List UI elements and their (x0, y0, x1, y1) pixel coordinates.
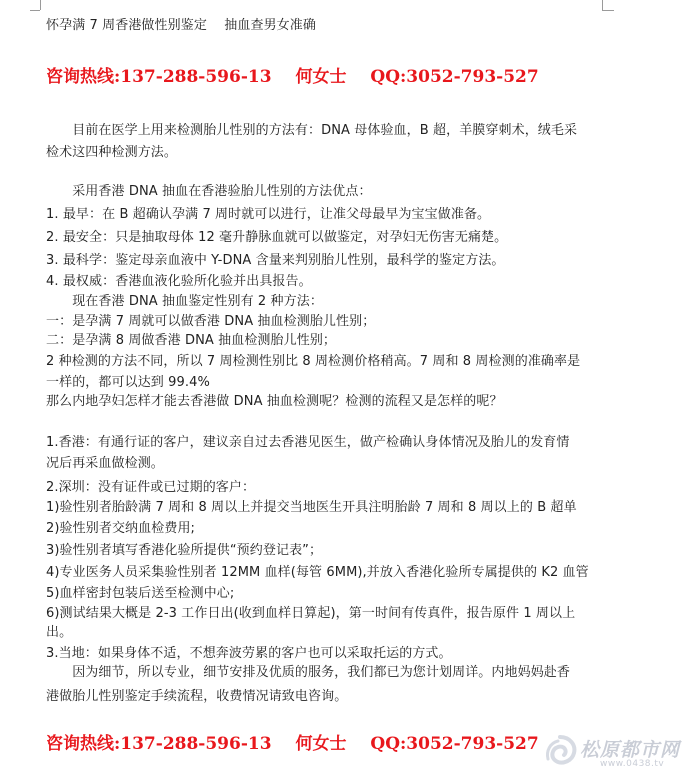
body-line: 一：是孕满 7 周就可以做香港 DNA 抽血检测胎儿性别； (46, 314, 376, 329)
crop-mark-left (40, 0, 41, 10)
document-title: 怀孕满 7 周香港做性别鉴定 抽血查男女准确 (46, 18, 316, 33)
body-line: 因为细节，所以专业，细节安排及优质的服务，我们都已为您计划周详。内地妈妈赴香 (46, 665, 571, 680)
crop-mark-right (602, 0, 603, 10)
body-line: 2 种检测的方法不同，所以 7 周检测性别比 8 周检测价格稍高。7 周和 8 周检测的准确率是 (46, 354, 581, 369)
crop-mark-right-h (602, 10, 614, 11)
body-line: 出。 (46, 625, 73, 640)
hotline-bottom (46, 733, 539, 755)
hotline-label: 咨询热线:137-288-596-13 (46, 67, 272, 87)
body-line: 1)验性别者胎龄满 7 周和 8 周以上并提交当地医生开具注明胎龄 7 周和 8 周以上的 B 超单 (46, 500, 577, 515)
body-line: 3)验性别者填写香港化验所提供“预约登记表”； (46, 543, 323, 558)
watermark-url: www.0438.tv (600, 759, 665, 769)
hotline-top (46, 66, 539, 88)
body-line: 1.香港：有通行证的客户，建议亲自过去香港见医生，做产检确认身体情况及胎儿的发育情 (46, 435, 570, 450)
hotline-label: 咨询热线:137-288-596-13 (46, 734, 272, 754)
body-line: 6)测试结果大概是 2-3 工作日出(收到血样日算起)，第一时间有传真件，报告原件 1 周以上 (46, 606, 576, 621)
watermark (540, 733, 690, 775)
body-line: 4)专业医务人员采集验性别者 12MM 血样(每管 6MM),并放入香港化验所专属提供的 K2 血管 (46, 565, 589, 580)
body-line: 2.深圳：没有证件或已过期的客户： (46, 480, 256, 495)
body-line: 现在香港 DNA 抽血鉴定性别有 2 种方法： (46, 294, 323, 309)
crop-mark-left-h (30, 10, 40, 11)
body-line: 一样的，都可以达到 99.4% (46, 375, 210, 390)
body-line: 1. 最早：在 B 超确认孕满 7 周时就可以进行，让准父母最早为宝宝做准备。 (46, 207, 491, 222)
body-line: 那么内地孕妇怎样才能去香港做 DNA 抽血检测呢？检测的流程又是怎样的呢？ (46, 394, 503, 409)
watermark-site-name: 松原都市网 (580, 739, 681, 761)
hotline-qq: QQ:3052-793-527 (370, 734, 539, 754)
body-line: 况后再采血做检测。 (46, 456, 164, 471)
hotline-contact: 何女士 (295, 67, 347, 87)
body-line: 二：是孕满 8 周做香港 DNA 抽血检测胎儿性别； (46, 333, 337, 348)
watermark-swirl-icon (540, 733, 580, 773)
body-line: 5)血样密封包装后送至检测中心; (46, 586, 235, 601)
body-line: 3. 最科学：鉴定母亲血液中 Y-DNA 含量来判别胎儿性别，最科学的鉴定方法。 (46, 253, 505, 268)
body-line: 2)验性别者交纳血检费用; (46, 521, 196, 536)
body-line: 采用香港 DNA 抽血在香港验胎儿性别的方法优点： (46, 184, 372, 199)
body-line: 港做胎儿性别鉴定手续流程，收费情况请致电咨询。 (46, 689, 348, 704)
hotline-contact: 何女士 (295, 734, 347, 754)
body-line: 检术这四种检测方法。 (46, 145, 178, 160)
hotline-qq: QQ:3052-793-527 (370, 67, 539, 87)
body-line: 2. 最安全：只是抽取母体 12 毫升静脉血就可以做鉴定，对孕妇无伤害无痛楚。 (46, 230, 508, 245)
body-line: 4. 最权威：香港血液化验所化验并出具报告。 (46, 274, 312, 289)
body-line: 目前在医学上用来检测胎儿性别的方法有：DNA 母体验血，B 超，羊膜穿刺术，绒毛采 (46, 123, 578, 138)
body-line: 3.当地：如果身体不适，不想奔波劳累的客户也可以采取托运的方式。 (46, 646, 452, 661)
